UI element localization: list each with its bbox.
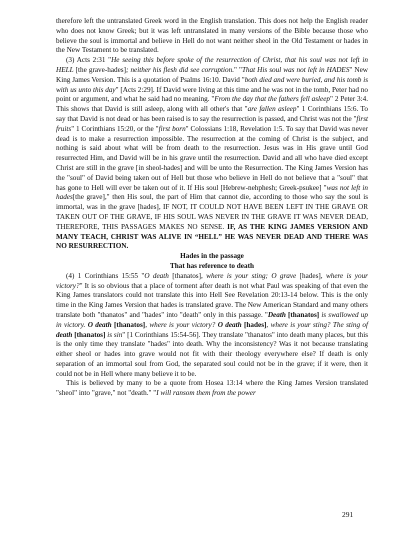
body-text bbox=[56, 17, 368, 399]
paragraph-4: This is believed by many to be a quote from Hosea 13:14 where the King James Version translated "sheol" into "grave," not "death." "I will ransom them from the power bbox=[56, 379, 368, 398]
page-number: 291 bbox=[342, 510, 354, 519]
section-heading-2: That has reference to death bbox=[170, 261, 254, 270]
paragraph-3: (4) 1 Corinthians 15:55 "O death [thanatos], where is your sting; O grave [hades], where is your victory?" It is so obvious that a place of torment after death is not what Paul was speaking of that even the King James translators could not translate this into Hell See Revelation 20:13-14 below. This is the only time in the King James Version that hades is translated grave. The New American Standard and many others translate both "thanatos" and "hades" into "death" only in this passage. "Death [thanatos] is swallowed up in victory. O death [thanatos], where is your victory? O death [hades], where is your sting? The sting of death [thanatos] is sin" [1 Corinthians 15:54-56]. They translate "thanatos" into death many places, but this is the only time they translate "hades" into death. Why the inconsistency? Was it not because translating either sheol or hades into grave would not fit with their theology everywhere else? If death is only separation of an immortal soul from God, the separated soul could not be in the grave; if it were, then it could not be in Hell where many believe it to be. bbox=[56, 271, 369, 378]
paragraph-2: (3) Acts 2:31 "He seeing this before spoke of the resurrection of Christ, that his soul was not left in HELL [the grave-hades]; neither his flesh did see corruption." "That His soul was not left in HADES" New King James Version. This is a quotation of Psalms 16:10. David "both died and were buried, and his tomb is with us unto this day" [Acts 2:29]. If David were living at this time and he was not in the tomb, Peter had no point or argument, and what he said had no meaning. "From the day that the fathers fell asleep" 2 Peter 3:4. This shows that David is still asleep, along with all other's that "are fallen asleep" 1 Corinthians 15:6. To say that David is not dead or has been raised is to say the resurrection is passed, and Christ was not the "first fruits" 1 Corinthians 15:20, or the "first born" Colossians 1:18, Revelation 1:5. To say that David was never dead is to make a resurrection impossible. The resurrection at the coming of Christ is the subject, and nothing is said about what will be from death to the resurrection. Jesus was in His grave until God resurrected Him, and David will be in his grave until the resurrection. David and all who have died except Christ are still in the grave [in sheol-hades] and will be unto the Resurrection. The King James Version has the "soul" of David being taken out of Hell but those who believe in Hell do not believe that a "soul" that has gone to Hell will ever be taken out of it. If His soul [Hebrew-nehphesh; Greek-psukee] "was not left in hades[the grave]," then His soul, the part of Him that cannot die, according to those who say the soul is immortal, was in the grave [hades], IF NOT, IT COULD NOT HAVE BEEN LEFT IN THE GRAVE OR TAKEN OUT OF THE GRAVE, IF HIS SOUL WAS NEVER IN THE GRAVE IT WAS NEVER DEAD, THEREFORE, THIS PASSAGES MAKES NO SENSE. IF, AS THE KING JAMES VERSION AND MANY TEACH, CHRIST WAS ALIVE IN “HELL” HE WAS NEVER DEAD AND THERE WAS NO RESURRECTION. bbox=[56, 56, 369, 251]
paragraph-1: therefore left the untranslated Greek word in the English translation. This does not help the English reader who does not know Greek; but it was left untranslated in many versions of the Bible because those who believe the soul is immortal and believe in Hell do not want neither sheol in the Old Testament or hades in the New Testament to be translated. bbox=[56, 17, 368, 55]
section-heading-1: Hades in the passage bbox=[180, 252, 244, 261]
